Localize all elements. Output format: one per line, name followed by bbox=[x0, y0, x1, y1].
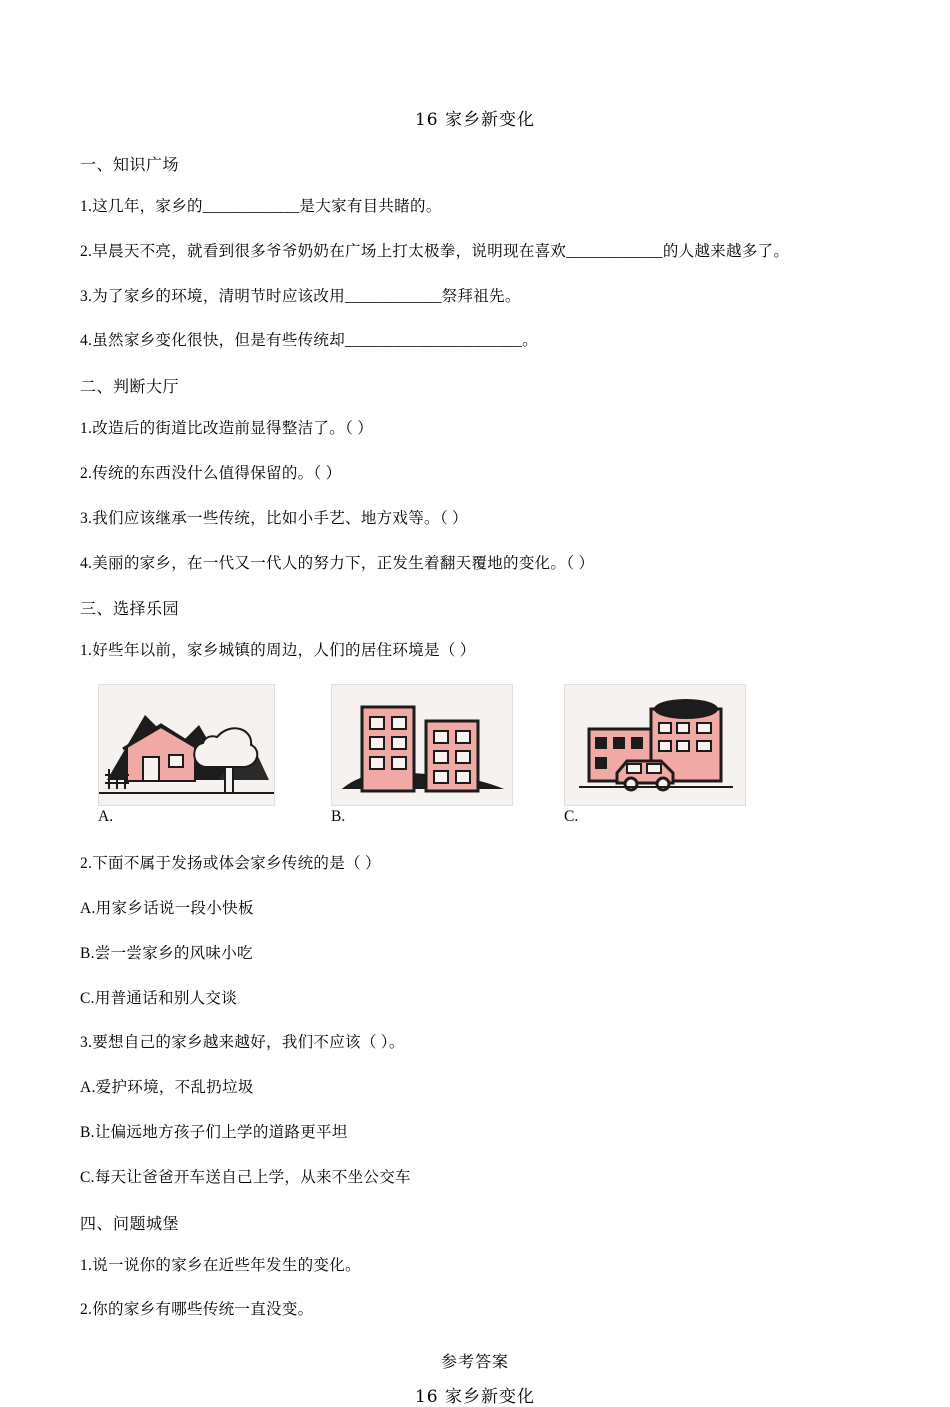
page-title: 16 家乡新变化 bbox=[414, 110, 536, 130]
question-2-3: 3.我们应该继承一些传统，比如小手艺、地方戏等。（ ） bbox=[80, 509, 468, 527]
question-3-2-option-b: B.尝一尝家乡的风味小吃 bbox=[80, 944, 253, 962]
picture-block-a bbox=[98, 684, 303, 806]
question-3-3-option-b: B.让偏远地方孩子们上学的道路更平坦 bbox=[80, 1123, 348, 1141]
question-1-3: 3.为了家乡的环境，清明节时应该改用____________祭拜祖先。 bbox=[80, 287, 521, 305]
question-1-4: 4.虽然家乡变化很快，但是有些传统却______________________。 bbox=[80, 332, 538, 350]
question-1-1: 1.这几年，家乡的____________是大家有目共睹的。 bbox=[80, 198, 442, 215]
question-3-1: 1.好些年以前，家乡城镇的周边，人们的居住环境是（ ） bbox=[80, 642, 476, 660]
picture-label-b: B. bbox=[331, 808, 346, 826]
question-3-2: 2.下面不属于发扬或体会家乡传统的是（ ） bbox=[80, 855, 381, 873]
picture-row bbox=[98, 684, 870, 806]
picture-block-c bbox=[564, 684, 769, 806]
answer-key-title: 16 家乡新变化 bbox=[414, 1387, 536, 1407]
question-2-2: 2.传统的东西没什么值得保留的。（ ） bbox=[80, 464, 342, 482]
section-heading-judgement: 二、判断大厅 bbox=[80, 379, 180, 397]
apartment-buildings-picture bbox=[331, 684, 513, 806]
question-3-2-option-c: C.用普通话和别人交谈 bbox=[80, 989, 238, 1007]
question-2-1: 1.改造后的街道比改造前显得整洁了。（ ） bbox=[80, 420, 374, 438]
answer-key-heading: 参考答案 bbox=[440, 1354, 509, 1372]
question-3-3-option-c: C.每天让爸爸开车送自己上学，从来不坐公交车 bbox=[80, 1168, 411, 1186]
street-shops-picture bbox=[564, 684, 746, 806]
question-3-3-option-a: A.爱护环境，不乱扔垃圾 bbox=[80, 1079, 254, 1097]
picture-label-row bbox=[98, 808, 870, 826]
section-heading-questions: 四、问题城堡 bbox=[80, 1215, 180, 1233]
question-2-4: 4.美丽的家乡，在一代又一代人的努力下，正发生着翻天覆地的变化。（ ） bbox=[80, 554, 595, 572]
picture-label-a: A. bbox=[98, 808, 114, 826]
picture-label-c: C. bbox=[564, 808, 579, 826]
section-heading-knowledge: 一、知识广场 bbox=[80, 157, 180, 174]
question-3-3: 3.要想自己的家乡越来越好，我们不应该（ ）。 bbox=[80, 1034, 405, 1052]
question-1-2: 2.早晨天不亮，就看到很多爷爷奶奶在广场上打太极拳，说明现在喜欢____________的人越来越多了。 bbox=[80, 242, 790, 260]
question-3-2-option-a: A.用家乡话说一段小快板 bbox=[80, 899, 254, 917]
section-heading-choice: 三、选择乐园 bbox=[80, 601, 180, 619]
question-4-2: 2.你的家乡有哪些传统一直没变。 bbox=[80, 1301, 314, 1319]
picture-block-b bbox=[331, 684, 536, 806]
question-4-1: 1.说一说你的家乡在近些年发生的变化。 bbox=[80, 1256, 361, 1274]
village-house-picture bbox=[98, 684, 275, 806]
